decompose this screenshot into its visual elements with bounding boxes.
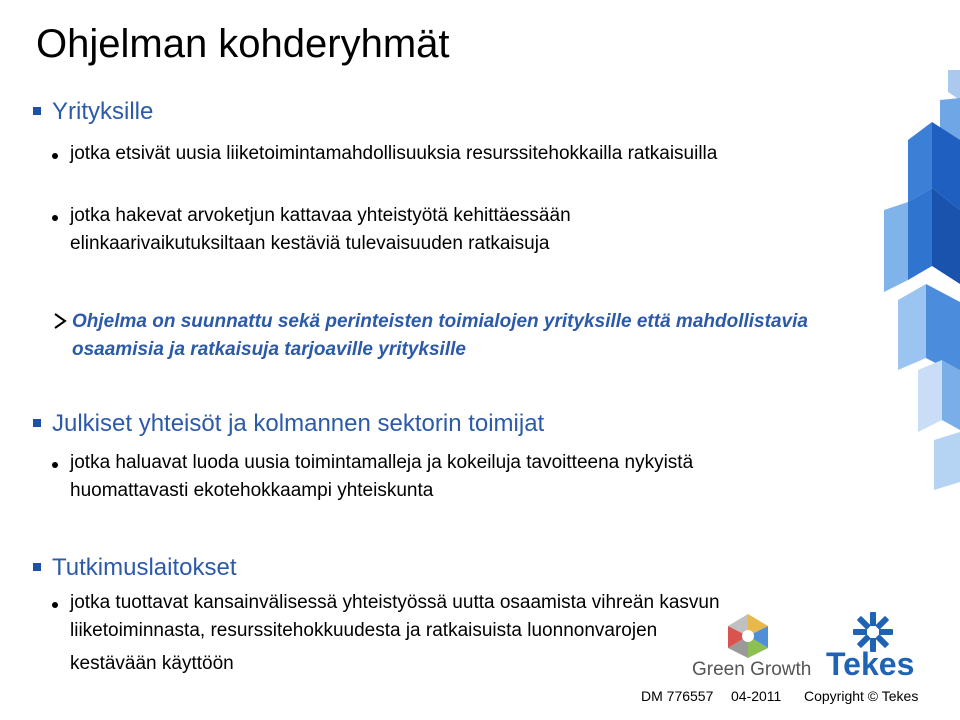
square-bullet-icon — [33, 563, 41, 571]
green-growth-logo-text: Green Growth — [692, 659, 812, 680]
bullet-text: jotka hakevat arvoketjun kattavaa yhteistyötä kehittäessään elinkaarivaikutuksiltaan kestäviä tulevaisuuden ratkaisuja — [70, 205, 571, 254]
round-bullet-icon — [52, 153, 58, 159]
section-heading-companies: Yrityksille — [52, 98, 154, 125]
square-bullet-icon — [33, 419, 41, 427]
bullet-text: jotka haluavat luoda uusia toimintamalleja ja kokeiluja tavoitteena nykyistä huomattavasti ekotehokkaampi yhteiskunta — [70, 452, 694, 501]
slide-title: Ohjelman kohderyhmät — [36, 22, 450, 66]
emphasis-note: Ohjelma on suunnattu sekä perinteisten toimialojen yrityksille että mahdollistavia osaamisia ja ratkaisuja tarjoaville yrityksille — [72, 311, 808, 360]
square-bullet-icon — [33, 107, 41, 115]
bullet-text: jotka tuottavat kansainvälisessä yhteistyössä uutta osaamista vihreän kasvun liiketoiminnasta, resurssitehokkuudesta ja ratkaisuista luonnonvarojen — [70, 592, 720, 641]
section-heading-public-sector: Julkiset yhteisöt ja kolmannen sektorin toimijat — [52, 410, 545, 437]
round-bullet-icon — [52, 462, 58, 468]
footer-date: 04-2011 — [731, 688, 782, 704]
footer-doc-number: DM 776557 — [641, 688, 714, 704]
tekes-logo-text: Tekes — [826, 646, 915, 682]
green-growth-logo-icon — [724, 612, 772, 660]
bullet-text-continuation: kestävään käyttöön — [70, 653, 234, 674]
round-bullet-icon — [52, 602, 58, 608]
decorative-pattern-graphic — [870, 70, 960, 490]
bullet-text: jotka etsivät uusia liiketoimintamahdollisuuksia resurssitehokkailla ratkaisuilla — [70, 143, 718, 164]
footer-copyright: Copyright © Tekes — [804, 688, 919, 704]
arrow-bullet-icon — [52, 312, 68, 330]
round-bullet-icon — [52, 215, 58, 221]
section-heading-research-institutes: Tutkimuslaitokset — [52, 554, 237, 581]
